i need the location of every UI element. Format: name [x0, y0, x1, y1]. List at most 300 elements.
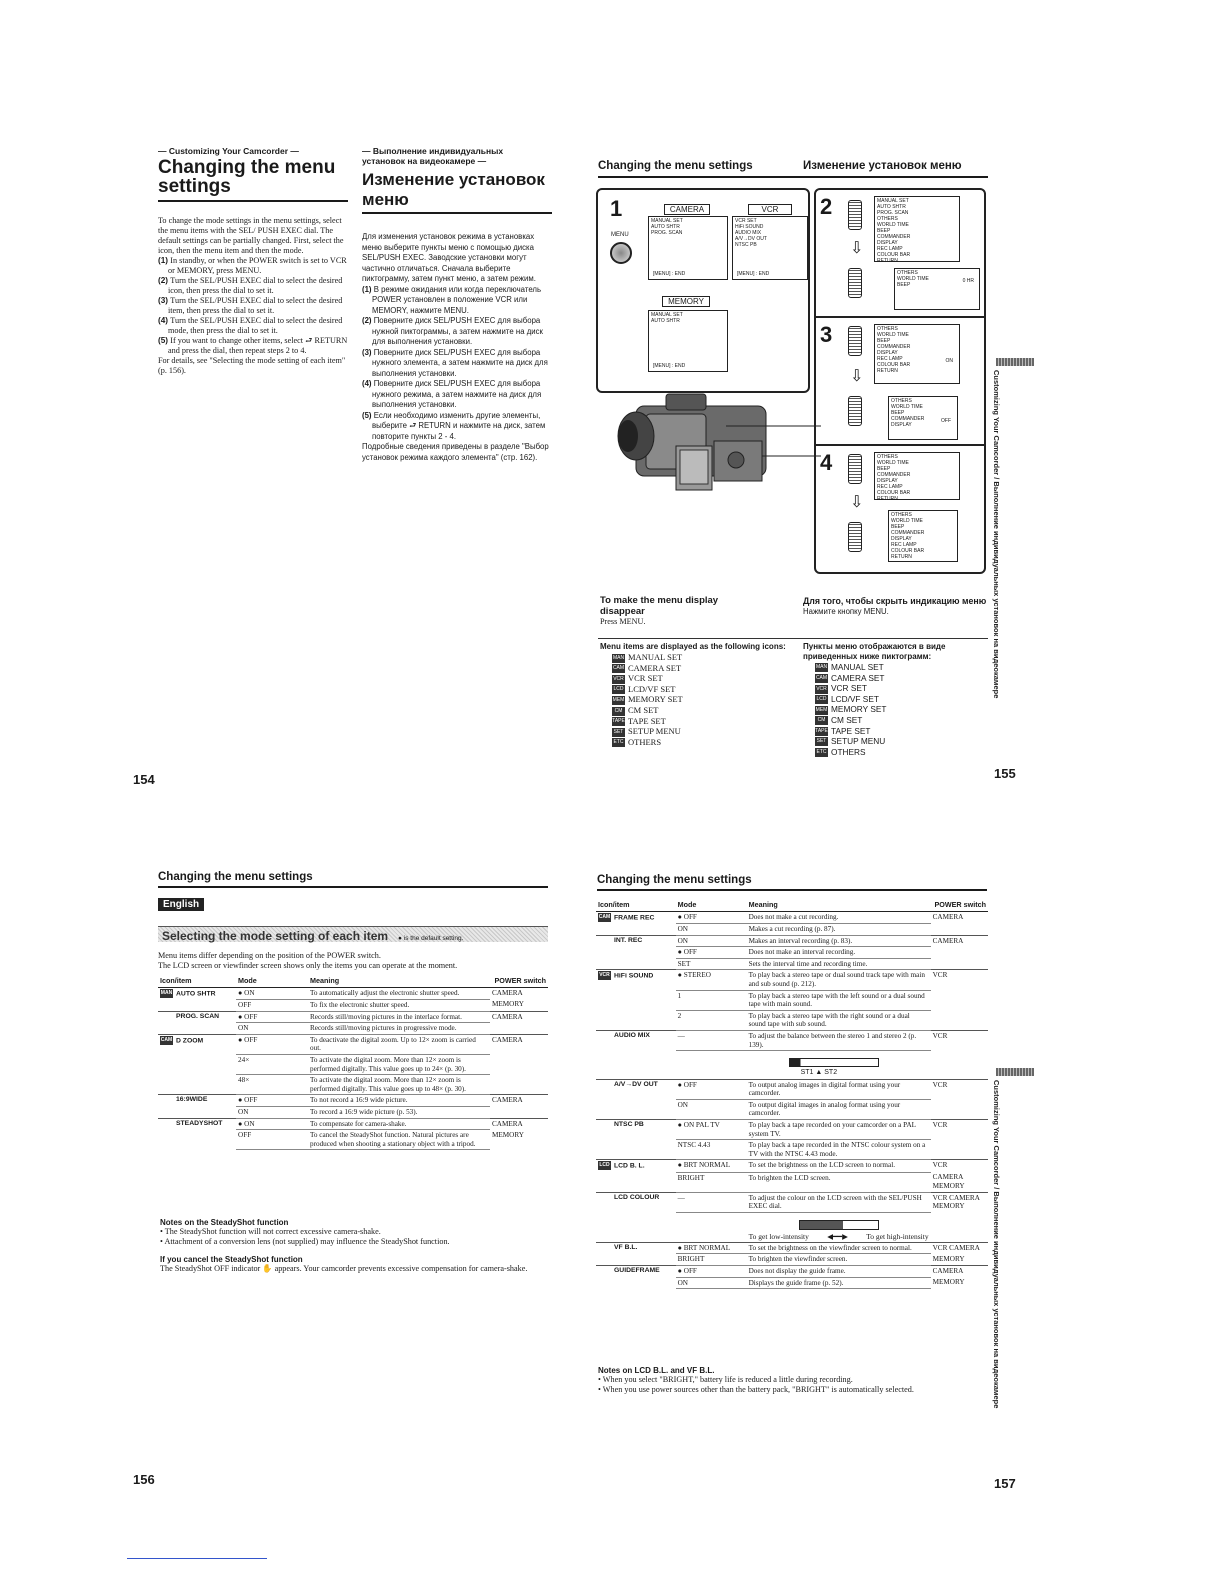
table-cell-mode: ● BRT NORMAL	[676, 1242, 747, 1254]
menu-icon-label: TAPE SET	[628, 715, 666, 726]
page157-notes	[598, 1366, 988, 1395]
display-off: OFF	[941, 418, 951, 424]
screen-menu-line: REC LAMP	[877, 246, 903, 252]
menu-category-icon: VCR	[613, 675, 624, 682]
table-cell-item	[596, 1254, 676, 1266]
page-bottom-line	[127, 1558, 267, 1559]
step-text: In standby, or when the POWER switch is set to VCR or MEMORY, press MENU.	[168, 256, 347, 275]
screen-menu-line: RETURN	[877, 258, 898, 264]
table-cell-power	[931, 990, 988, 1010]
table-cell-meaning: To play back a tape recorded on your camcorder on a PAL system TV.	[747, 1120, 931, 1140]
table-cell-power: CAMERA	[490, 1118, 548, 1130]
disappear-ru	[803, 596, 988, 618]
icons-ru-title: Пункты меню отображаются в виде приведенных ниже пиктограмм:	[803, 642, 946, 661]
item-name: HiFi SOUND	[614, 972, 654, 980]
memory-mode-label: MEMORY	[662, 296, 710, 307]
menu-icon-item	[815, 662, 988, 673]
table-header-row	[158, 976, 548, 987]
step-text: Если необходимо изменить другие элементы, выберите ⮐ RETURN и нажмите на диск, затем повторите пункты 2 - 4.	[372, 410, 546, 441]
table-cell-meaning: To adjust the balance between the stereo 1 and stereo 2 (p. 139).	[747, 1030, 931, 1050]
icons-en	[600, 642, 790, 747]
banner-title: Selecting the mode setting of each item	[162, 929, 389, 943]
table-cell-meaning: To deactivate the digital zoom. Up to 12× zoom is carried out.	[308, 1034, 490, 1054]
table-row	[596, 1254, 988, 1266]
table-cell-meaning: To compensate for camera-shake.	[308, 1118, 490, 1130]
table-cell-mode: BRIGHT	[676, 1254, 747, 1266]
note-item: • When you use power sources other than the battery pack, "BRIGHT" is automatically selected.	[598, 1385, 914, 1394]
page154-number: 154	[133, 772, 155, 787]
camcorder-illustration	[606, 386, 826, 526]
table-cell-power: VCR	[931, 1030, 988, 1050]
table-cell-mode: ● ON	[236, 1118, 308, 1130]
table-cell-meaning: To play back a tape recorded in the NTSC colour system on a TV with the NTSC 4.43 mode.	[747, 1140, 931, 1160]
page157-header: Changing the menu settings	[597, 874, 752, 886]
table-cell-power	[490, 1023, 548, 1035]
step-number: (4)	[362, 379, 374, 388]
table-cell-item	[596, 1172, 676, 1192]
table-cell-item	[596, 1079, 676, 1099]
table-cell-power: CAMERA	[490, 1034, 548, 1054]
menu-icon-item	[612, 663, 790, 674]
banner-note: ● is the default setting.	[398, 935, 464, 942]
table-cell-power: VCR	[931, 1120, 988, 1140]
page154-en-title: Changing the menu settings	[158, 158, 348, 202]
others-screen-3-items	[875, 325, 959, 375]
step-divider-3	[816, 316, 984, 318]
menu-category-icon: CM	[612, 707, 625, 716]
table-cell-power: VCR	[931, 1160, 988, 1172]
instruction-step	[362, 285, 552, 317]
screen-menu-line: WORLD TIME	[877, 332, 909, 338]
balance-bar	[789, 1058, 879, 1067]
menu-category-icon: MAN	[160, 989, 173, 996]
screen-menu-line: COMMANDER	[891, 530, 925, 536]
table-cell-mode: 2	[676, 1010, 747, 1030]
page155-number: 155	[994, 766, 1016, 781]
table-cell-mode: 1	[676, 990, 747, 1010]
menu-icon-label: SETUP MENU	[628, 726, 681, 737]
commander-on: ON	[945, 358, 953, 364]
menu-category-icon: CAM	[598, 913, 611, 920]
screen-menu-line: OTHERS	[897, 270, 918, 276]
page156-header-rule	[158, 886, 548, 888]
scale-spacer	[676, 1051, 747, 1080]
english-badge: English	[158, 898, 204, 911]
table-cell-meaning: To activate the digital zoom. More than 12× zoom is performed digitally. This value goes up to 24× (p. 30).	[308, 1054, 490, 1074]
screen-menu-line: RETURN	[877, 496, 898, 502]
screen-menu-line: AUDIO MIX	[735, 230, 762, 236]
table-row	[158, 987, 548, 999]
menu-icon-item	[612, 716, 790, 727]
screen-menu-line: BEEP	[891, 524, 905, 530]
step-text: Поверните диск SEL/PUSH EXEC для выбора нужного режима, а затем нажмите на диск для выполнения установки.	[372, 379, 542, 409]
balance-right-label: ST2	[824, 1069, 838, 1077]
table-cell-mode: ON	[676, 1099, 747, 1119]
menu-category-icon: MEM	[612, 696, 625, 703]
page156-header: Changing the menu settings	[158, 871, 313, 883]
page-154	[158, 146, 558, 796]
screen-menu-line: DISPLAY	[891, 536, 912, 542]
menu-icon-item	[612, 684, 790, 695]
arrow-down-icon: ⇩	[850, 238, 864, 257]
screen-menu-line: OTHERS	[877, 454, 898, 460]
table-row	[158, 1106, 548, 1118]
side-tab-marker	[996, 1068, 1034, 1076]
disappear-en-text: Press MENU.	[600, 617, 646, 626]
table-cell-item	[158, 987, 236, 999]
table-cell-meaning: Does not display the guide frame.	[747, 1265, 931, 1277]
menu-category-icon: TAPE	[815, 727, 828, 734]
page154-ru-column	[362, 146, 552, 463]
table-column-header: Icon/item	[158, 976, 236, 987]
vcr-screen-end: [MENU] : END	[737, 271, 770, 277]
table-cell-item	[596, 1120, 676, 1140]
balance-left-label: ST1	[800, 1069, 814, 1077]
vcr-mode-label: VCR	[748, 204, 792, 215]
table-cell-item	[158, 1054, 236, 1074]
table-cell-meaning: Does not make a cut recording.	[747, 911, 931, 923]
table-cell-mode: BRIGHT	[676, 1172, 747, 1192]
table-row	[596, 1265, 988, 1277]
table-cell-mode: ● BRT NORMAL	[676, 1160, 747, 1172]
table-cell-meaning: Makes an interval recording (p. 83).	[747, 935, 931, 947]
menu-icon-item	[612, 726, 790, 737]
table-cell-item	[158, 1106, 236, 1118]
item-name: LCD B. L.	[614, 1162, 645, 1170]
scale-spacer	[596, 1212, 676, 1242]
others-screen-5-items	[875, 453, 959, 503]
vcr-menu-screen	[732, 216, 808, 280]
menu-icon-item	[612, 694, 790, 705]
cancel-steadyshot-text: The SteadyShot OFF indicator ✋ appears. Your camcorder prevents excessive compensation for camera-shake.	[160, 1264, 528, 1273]
mode-table-156	[158, 976, 548, 1150]
step-number: (2)	[158, 276, 171, 285]
step-number: (2)	[362, 316, 374, 325]
camera-screen-items	[649, 217, 727, 237]
menu-category-icon: LCD	[613, 686, 624, 693]
page154-ru-title: Изменение установок меню	[362, 170, 552, 214]
item-name: D ZOOM	[176, 1037, 204, 1045]
audio-mix-scale-row	[596, 1051, 988, 1080]
others-screen-6-items	[889, 511, 957, 561]
table-cell-mode: ON	[236, 1106, 308, 1118]
screen-menu-line: REC LAMP	[877, 356, 903, 362]
menu-category-icon: MAN	[815, 664, 828, 671]
table-row	[596, 970, 988, 990]
table-cell-meaning: To cancel the SteadyShot function. Natural pictures are produced when shooting a stationary object with a tripod.	[308, 1130, 490, 1150]
step-divider-4	[816, 444, 984, 446]
step-text: If you want to change other items, select ⮐ RETURN and press the dial, then repeat steps 2 to 4.	[168, 336, 348, 355]
colour-scale	[747, 1212, 931, 1242]
menu-icon-item	[612, 705, 790, 716]
item-name: AUTO SHTR	[176, 989, 216, 997]
screen-menu-line: PROG. SCAN	[877, 210, 909, 216]
others-screen-4	[888, 396, 958, 440]
table-cell-meaning: To record a 16:9 wide picture (p. 53).	[308, 1106, 490, 1118]
table-cell-power	[490, 1075, 548, 1095]
colour-arrow-icon: ◀━━▶	[827, 1231, 848, 1241]
instruction-step	[158, 336, 348, 356]
table-row	[158, 1011, 548, 1023]
table-cell-power: VCR	[931, 1079, 988, 1099]
table-cell-item	[596, 1192, 676, 1212]
table-cell-mode: OFF	[236, 1130, 308, 1150]
steadyshot-notes-title: Notes on the SteadyShot function	[160, 1218, 289, 1227]
table-row	[596, 1242, 988, 1254]
menu-icon-label: OTHERS	[831, 746, 866, 757]
step-number-1: 1	[610, 196, 623, 221]
table-cell-item	[596, 958, 676, 970]
table-cell-mode: ON	[676, 1277, 747, 1289]
screen-menu-line: MANUAL SET	[651, 312, 683, 318]
table-cell-item	[596, 1242, 676, 1254]
screen-menu-line: COLOUR BAR	[877, 252, 911, 258]
item-name: FRAME REC	[614, 913, 655, 921]
balance-labels	[749, 1069, 929, 1078]
page155-header-ru: Изменение установок меню	[803, 160, 962, 172]
table-cell-meaning: To output digital images in analog format using your camcorder.	[747, 1099, 931, 1119]
instruction-step	[362, 379, 552, 411]
table-cell-power: CAMERA	[490, 987, 548, 999]
table-column-header: Meaning	[308, 976, 490, 987]
sel-dial-icon	[848, 522, 862, 552]
arrow-down-icon: ⇩	[850, 492, 864, 511]
table-cell-power	[931, 1099, 988, 1119]
screen-menu-line: AUTO SHTR	[877, 204, 906, 210]
step-text: Turn the SEL/PUSH EXEC dial to select the desired mode, then press the dial to set it.	[168, 316, 343, 335]
menu-category-icon: MEM	[815, 706, 828, 713]
table-cell-meaning: To play back a stereo tape with the right sound or a dual sound tape with sub sound.	[747, 1010, 931, 1030]
item-name: GUIDEFRAME	[614, 1266, 660, 1274]
lcd-vf-notes-list	[598, 1375, 988, 1395]
table-cell-meaning: To play back a stereo tape or dual sound track tape with main and sub sound (p. 212).	[747, 970, 931, 990]
screen-menu-line: OTHERS	[877, 216, 898, 222]
table-cell-power: CAMERA MEMORY	[932, 1173, 965, 1190]
camera-screen-end: [MENU] : END	[653, 271, 686, 277]
item-name: 16:9WIDE	[176, 1096, 208, 1104]
table-cell-power: CAMERA	[490, 1095, 548, 1107]
menu-icon-item	[815, 747, 988, 758]
table-row	[596, 1099, 988, 1119]
screen-menu-line: COLOUR BAR	[891, 548, 925, 554]
note-item: • Attachment of a conversion lens (not supplied) may influence the SteadyShot function.	[160, 1237, 450, 1246]
page156-number: 156	[133, 1472, 155, 1487]
menu-category-icon: ETC	[816, 749, 827, 756]
table-cell-mode: ON	[676, 935, 747, 947]
table-cell-meaning: Sets the interval time and recording time.	[747, 958, 931, 970]
table-cell-meaning: Records still/moving pictures in progressive mode.	[308, 1023, 490, 1035]
table-row	[158, 1118, 548, 1130]
side-tab-marker	[996, 358, 1034, 366]
camera-mode-label: CAMERA	[664, 204, 710, 215]
audio-mix-scale	[747, 1051, 931, 1080]
figure-panel-1	[596, 188, 810, 393]
table-row	[596, 1192, 988, 1212]
step-text: В режиме ожидания или когда переключатель POWER установлен в положение VCR или MEMORY, нажмите MENU.	[372, 284, 542, 315]
instruction-step	[362, 411, 552, 443]
table-cell-power: CAMERA	[931, 935, 988, 947]
page154-ru-steps	[362, 285, 552, 443]
step-number-4: 4	[820, 450, 833, 475]
table-cell-meaning: To play back a stereo tape with the left sound or a dual sound tape with main sound.	[747, 990, 931, 1010]
step-text: Поверните диск SEL/PUSH EXEC для выбора нужного элемента, а затем нажмите на диск для выполнения установки.	[372, 347, 548, 378]
colour-scale-row	[596, 1212, 988, 1242]
others-screen-1	[874, 196, 960, 262]
page155-header-rule	[598, 176, 988, 178]
table-cell-power	[931, 958, 988, 970]
screen-menu-line: OTHERS	[877, 326, 898, 332]
table-cell-item	[158, 1130, 236, 1150]
menu-icon-label: CAMERA SET	[628, 662, 682, 673]
screen-menu-line: PROG. SCAN	[651, 230, 683, 236]
table-row	[158, 1023, 548, 1035]
table-cell-power: VCR CAMERA	[931, 1242, 988, 1254]
colour-left-label: To get low-intensity	[748, 1231, 809, 1241]
table-cell-meaning: To brighten the LCD screen.	[747, 1172, 931, 1192]
table-row	[158, 1130, 548, 1150]
table-cell-mode: —	[676, 1030, 747, 1050]
step-number: (1)	[362, 284, 374, 294]
instruction-step	[158, 256, 348, 276]
table-cell-power: CAMERA	[931, 1265, 988, 1277]
table-cell-mode: ON	[236, 1023, 308, 1035]
screen-menu-line: NTSC PB	[735, 242, 757, 248]
table-cell-item	[596, 970, 676, 990]
table-cell-item	[158, 1011, 236, 1023]
screen-menu-line: OTHERS	[891, 398, 912, 404]
table-cell-item	[596, 923, 676, 935]
table-cell-item	[158, 1118, 236, 1130]
screen-menu-line: RETURN	[877, 368, 898, 374]
icons-ru	[803, 642, 988, 757]
item-name: INT. REC	[614, 936, 643, 944]
menu-figure	[596, 188, 988, 578]
icons-divider	[598, 638, 988, 639]
table-cell-meaning: Does not make an interval recording.	[747, 947, 931, 959]
screen-menu-line: VCR SET	[735, 218, 757, 224]
menu-icon-label: VCR SET	[831, 683, 867, 694]
menu-icon-label: CAMERA SET	[831, 672, 885, 683]
table-cell-meaning: Makes a cut recording (p. 87).	[747, 923, 931, 935]
step-text: Поверните диск SEL/PUSH EXEC для выбора нужной пиктограммы, а затем нажмите на диск для выполнения установки.	[372, 316, 543, 346]
page154-ru-footer: Подробные сведения приведены в разделе "Выбор установок режима каждого элемента" (стр. 162).	[362, 442, 549, 462]
menu-category-icon: TAPE	[612, 718, 625, 725]
instruction-step	[158, 296, 348, 316]
table-cell-power	[931, 947, 988, 959]
table-cell-mode: OFF	[236, 999, 308, 1011]
table-cell-meaning: To not record a 16:9 wide picture.	[308, 1095, 490, 1107]
screen-menu-line: BEEP	[891, 410, 905, 416]
menu-icon-label: MEMORY SET	[628, 694, 683, 705]
table-row	[596, 947, 988, 959]
menu-category-icon: LCD	[816, 696, 827, 703]
table-cell-meaning: To activate the digital zoom. More than 12× zoom is performed digitally. This value goes up to 48× (p. 30).	[308, 1075, 490, 1095]
menu-category-icon: ETC	[613, 739, 624, 746]
table-cell-power	[931, 1140, 988, 1160]
step-text: Turn the SEL/PUSH EXEC dial to select the desired item, then press the dial to set it.	[168, 296, 343, 315]
table-cell-power	[931, 1010, 988, 1030]
table-row	[158, 1095, 548, 1107]
table-cell-item	[596, 1030, 676, 1050]
disappear-ru-text: Нажмите кнопку MENU.	[803, 607, 889, 616]
screen-menu-line: COLOUR BAR	[877, 362, 911, 368]
table-cell-mode: SET	[676, 958, 747, 970]
menu-icon-label: OTHERS	[628, 736, 662, 747]
table-cell-mode: ● STEREO	[676, 970, 747, 990]
vcr-screen-items	[733, 217, 807, 249]
menu-icon-label: SETUP MENU	[831, 736, 886, 747]
others-screen-1-items	[875, 197, 959, 265]
table-cell-power: VCR	[931, 970, 988, 990]
step-number: (1)	[158, 256, 171, 265]
menu-icon-item	[815, 683, 988, 694]
table-row	[596, 1140, 988, 1160]
menu-icon-item	[815, 726, 988, 737]
page156-intro2: The LCD screen or viewfinder screen shows only the items you can operate at the moment.	[158, 961, 458, 970]
table-cell-item	[596, 1277, 676, 1289]
note-item: • When you select "BRIGHT," battery life is reduced a little during recording.	[598, 1375, 853, 1384]
item-name: NTSC PB	[614, 1121, 644, 1129]
item-name: PROG. SCAN	[176, 1012, 220, 1020]
screen-menu-line: BEEP	[877, 466, 891, 472]
screen-menu-line: DISPLAY	[877, 240, 898, 246]
screen-menu-line: WORLD TIME	[877, 222, 909, 228]
screen-menu-line: REC LAMP	[877, 484, 903, 490]
table-cell-mode: ● OFF	[676, 1079, 747, 1099]
menu-icon-item	[612, 673, 790, 684]
step-number: (3)	[362, 347, 374, 357]
table-row	[596, 1160, 988, 1172]
table-row	[158, 1075, 548, 1095]
menu-icon-label: VCR SET	[628, 673, 663, 684]
table-header-row	[596, 900, 988, 911]
table-row	[158, 1054, 548, 1074]
menu-icon-item	[815, 704, 988, 715]
table-column-header: Meaning	[747, 900, 931, 911]
instruction-step	[158, 276, 348, 296]
menu-icon-label: MANUAL SET	[628, 652, 683, 662]
others-screen-3	[874, 324, 960, 384]
table-cell-item	[158, 1075, 236, 1095]
table-column-header: Mode	[236, 976, 308, 987]
sel-dial-icon	[848, 396, 862, 426]
page154-en-kicker: — Customizing Your Camcorder —	[158, 146, 299, 156]
table-cell-power: MEMORY	[932, 1254, 965, 1263]
page154-ru-kicker: — Выполнение индивидуальных установок на видеокамере —	[362, 146, 504, 166]
others-screen-2	[894, 268, 980, 310]
mode-table-157	[596, 900, 988, 1289]
table-cell-mode: ● ON PAL TV	[676, 1120, 747, 1140]
side-tab-text: Customizing Your Camcorder / Выполнение индивидуальных установок на видеокамере	[992, 370, 1001, 699]
screen-menu-line: WORLD TIME	[891, 404, 923, 410]
step-number: (4)	[158, 316, 171, 325]
item-name: AUDIO MIX	[614, 1031, 650, 1039]
screen-menu-line: COLOUR BAR	[877, 490, 911, 496]
table-cell-meaning: To adjust the colour on the LCD screen with the SEL/PUSH EXEC dial.	[747, 1192, 931, 1212]
table-row	[596, 1277, 988, 1289]
table-cell-mode: 24×	[236, 1054, 308, 1074]
screen-menu-line: COMMANDER	[877, 344, 911, 350]
disappear-en-title: To make the menu display disappear	[600, 595, 719, 617]
colour-right-label: To get high-intensity	[866, 1231, 929, 1241]
scale-spacer	[596, 1051, 676, 1080]
table-cell-mode: ON	[676, 923, 747, 935]
menu-icon-label: LCD/VF SET	[628, 683, 676, 694]
arrow-down-icon: ⇩	[850, 366, 864, 385]
table-cell-power: MEMORY	[492, 1000, 524, 1009]
step-number-3: 3	[820, 322, 833, 347]
item-name: STEADYSHOT	[176, 1119, 223, 1127]
